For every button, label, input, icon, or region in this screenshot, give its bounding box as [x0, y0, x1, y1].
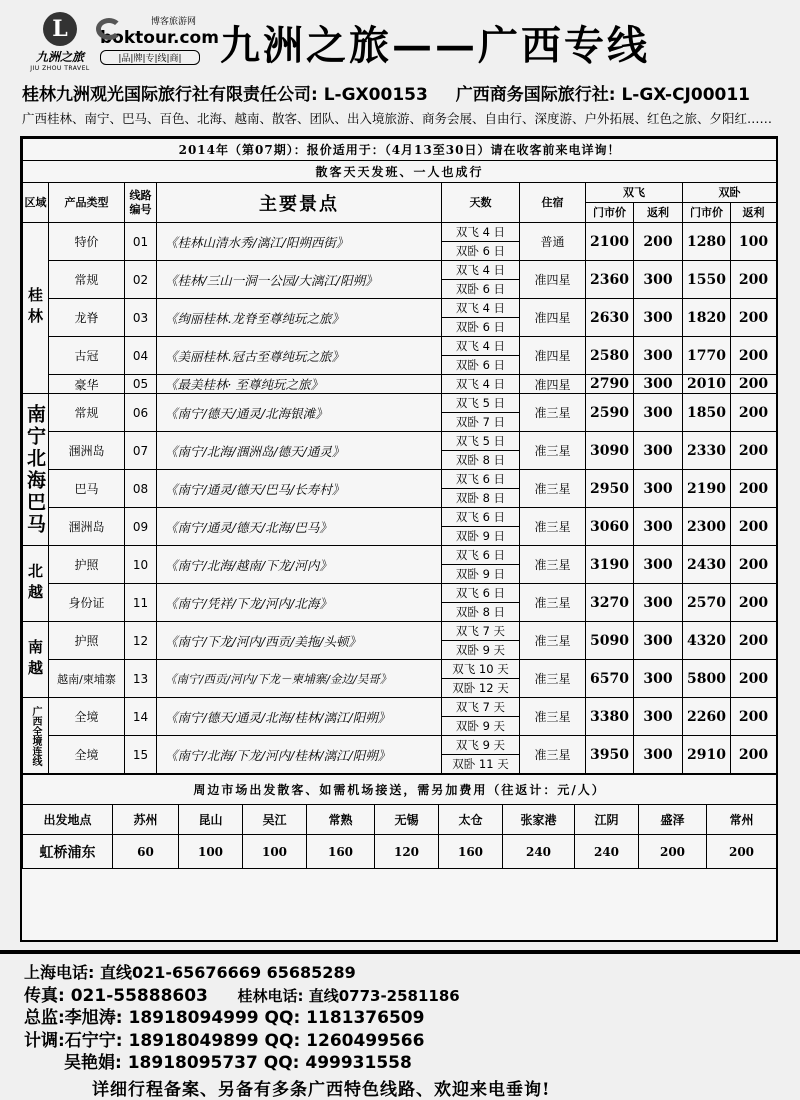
days-fly: 双飞 4 日 [442, 261, 520, 280]
route-sights: 《南宁/德天/通灵/北海/桂林/漓江/阳朔》 [157, 698, 442, 736]
surcharge-table [22, 774, 777, 869]
days-fly: 双飞 10 天 [442, 660, 520, 679]
fee-label: 虹桥浦东 [23, 835, 113, 869]
fly-retail-price: 2580 [586, 337, 634, 375]
sleeper-rebate: 200 [731, 394, 777, 432]
sleeper-rebate: 200 [731, 736, 777, 774]
fly-retail-price: 2630 [586, 299, 634, 337]
fly-rebate: 300 [634, 660, 683, 698]
company-1: 桂林九洲观光国际旅行社有限责任公司: L-GX00153 [22, 85, 428, 105]
city-cell: 江阴 [575, 805, 639, 835]
route-sights: 《桂林/三山一洞一公园/大漓江/阳朔》 [157, 261, 442, 299]
route-sights: 《南宁/通灵/德天/北海/巴马》 [157, 508, 442, 546]
fly-rebate: 300 [634, 261, 683, 299]
route-sights: 《南宁/北海/涠洲岛/德天/通灵》 [157, 432, 442, 470]
days-sleeper: 双卧 8 日 [442, 451, 520, 470]
hotel-class: 准三星 [520, 394, 586, 432]
logo-en-text: JIU ZHOU TRAVEL [30, 65, 90, 72]
city-cell: 昆山 [179, 805, 243, 835]
days-sleeper: 双卧 9 天 [442, 641, 520, 660]
route-number: 08 [125, 470, 157, 508]
fly-rebate: 300 [634, 736, 683, 774]
hotel-class: 准四星 [520, 375, 586, 394]
route-number: 07 [125, 432, 157, 470]
city-cell: 常熟 [307, 805, 375, 835]
header-fly-retail: 门市价 [586, 203, 634, 223]
product-type: 全境 [49, 698, 125, 736]
sleeper-retail-price: 2190 [683, 470, 731, 508]
boktour-top: 博客旅游网 [150, 17, 196, 27]
fly-rebate: 300 [634, 622, 683, 660]
shanghai-phone[interactable]: 上海电话: 直线021-65676669 65685289 [24, 963, 356, 982]
fly-rebate: 300 [634, 508, 683, 546]
header-sleeper-rebate: 返利 [731, 203, 777, 223]
sleeper-rebate: 200 [731, 584, 777, 622]
sleeper-rebate: 200 [731, 546, 777, 584]
fly-retail-price: 6570 [586, 660, 634, 698]
days-fly: 双飞 4 日 [442, 337, 520, 356]
region-beiyue: 北越 [23, 546, 49, 622]
sleeper-retail-price: 2910 [683, 736, 731, 774]
logo-cn-text: 九洲之旅 [35, 50, 84, 64]
sleeper-retail-price: 2430 [683, 546, 731, 584]
city-cell: 苏州 [113, 805, 179, 835]
depart-label: 出发地点 [23, 805, 113, 835]
fly-retail-price: 5090 [586, 622, 634, 660]
product-type: 护照 [49, 622, 125, 660]
hotel-class: 准四星 [520, 261, 586, 299]
city-cell: 吴江 [243, 805, 307, 835]
route-number: 05 [125, 375, 157, 394]
fax-number[interactable]: 传真: 021-55888603 [24, 985, 208, 1006]
fly-rebate: 300 [634, 698, 683, 736]
fly-rebate: 300 [634, 432, 683, 470]
fax-guilin-line [24, 985, 784, 1008]
days-sleeper: 双卧 12 天 [442, 679, 520, 698]
city-cell: 盛泽 [639, 805, 707, 835]
fee-cell: 60 [113, 835, 179, 869]
product-type: 身份证 [49, 584, 125, 622]
route-number: 06 [125, 394, 157, 432]
fly-retail-price: 3270 [586, 584, 634, 622]
fly-retail-price: 3090 [586, 432, 634, 470]
fly-rebate: 300 [634, 375, 683, 394]
days-fly: 双飞 9 天 [442, 736, 520, 755]
sleeper-rebate: 200 [731, 432, 777, 470]
city-cell: 常州 [707, 805, 777, 835]
days-fly: 双飞 5 日 [442, 432, 520, 451]
fee-cell: 240 [575, 835, 639, 869]
route-sights: 《最美桂林· 至尊纯玩之旅》 [157, 375, 442, 394]
city-cell: 无锡 [375, 805, 439, 835]
product-type: 古冠 [49, 337, 125, 375]
hotel-class: 准三星 [520, 432, 586, 470]
sleeper-rebate: 200 [731, 337, 777, 375]
jiuzhou-logo[interactable] [30, 12, 90, 72]
route-sights: 《南宁/凭祥/下龙/河内/北海》 [157, 584, 442, 622]
route-number: 11 [125, 584, 157, 622]
hotel-class: 准四星 [520, 299, 586, 337]
days-fly: 双飞 6 日 [442, 546, 520, 565]
header-region: 区域 [23, 183, 49, 223]
days-sleeper: 双卧 11 天 [442, 755, 520, 774]
route-number: 09 [125, 508, 157, 546]
fly-retail-price: 3380 [586, 698, 634, 736]
hotel-class: 准三星 [520, 470, 586, 508]
price-table [22, 138, 777, 774]
header-product: 产品类型 [49, 183, 125, 223]
guilin-phone[interactable]: 桂林电话: 直线0773-2581186 [237, 986, 460, 1005]
route-sights: 《绚丽桂林.龙脊至尊纯玩之旅》 [157, 299, 442, 337]
sleeper-rebate: 200 [731, 698, 777, 736]
fee-cell: 100 [243, 835, 307, 869]
route-sights: 《美丽桂林.冠古至尊纯玩之旅》 [157, 337, 442, 375]
region-guilin: 桂林 [23, 223, 49, 394]
boktour-slogan: |品|牌|专|线|商| [100, 50, 200, 65]
product-type: 越南/柬埔寨 [49, 660, 125, 698]
route-number: 14 [125, 698, 157, 736]
sleeper-rebate: 100 [731, 223, 777, 261]
sleeper-retail-price: 2300 [683, 508, 731, 546]
fly-retail-price: 2950 [586, 470, 634, 508]
sleeper-retail-price: 4320 [683, 622, 731, 660]
planner-contact[interactable]: 计调:石宁宁: 18918049899 QQ: 1260499566 [24, 1030, 425, 1051]
product-type: 全境 [49, 736, 125, 774]
route-number: 02 [125, 261, 157, 299]
fly-rebate: 300 [634, 337, 683, 375]
fly-retail-price: 3060 [586, 508, 634, 546]
hotel-class: 准三星 [520, 736, 586, 774]
fee-cell: 200 [707, 835, 777, 869]
hotel-class: 准三星 [520, 546, 586, 584]
period-banner: 2014年（第07期）：报价适用于：（4月13至30日）请在收客前来电详询！ [23, 139, 777, 161]
route-sights: 《南宁/北海/下龙/河内/桂林/漓江/阳朔》 [157, 736, 442, 774]
days-sleeper: 双卧 6 日 [442, 318, 520, 337]
fly-retail-price: 2790 [586, 375, 634, 394]
sleeper-rebate: 200 [731, 660, 777, 698]
route-sights: 《桂林山清水秀/漓江/阳朔西街》 [157, 223, 442, 261]
fee-cell: 240 [503, 835, 575, 869]
days-sleeper: 双卧 9 日 [442, 527, 520, 546]
days-sleeper: 双卧 8 日 [442, 489, 520, 508]
days-sleeper: 双卧 6 日 [442, 242, 520, 261]
price-table-container [20, 136, 778, 942]
surcharge-title: 周边市场出发散客、如需机场接送，需另加费用（往返计：元/人） [23, 775, 777, 805]
sleeper-rebate: 200 [731, 299, 777, 337]
sleeper-rebate: 200 [731, 508, 777, 546]
company-2: 广西商务国际旅行社: L-GX-CJ00011 [455, 85, 751, 105]
fly-rebate: 300 [634, 584, 683, 622]
fee-cell: 160 [439, 835, 503, 869]
fly-rebate: 300 [634, 470, 683, 508]
hotel-class: 准三星 [520, 584, 586, 622]
days-sleeper: 双卧 7 日 [442, 413, 520, 432]
days-fly: 双飞 6 日 [442, 584, 520, 603]
hotel-class: 准三星 [520, 698, 586, 736]
product-type: 豪华 [49, 375, 125, 394]
header-sleeper-retail: 门市价 [683, 203, 731, 223]
sleeper-rebate: 200 [731, 261, 777, 299]
header-fly-rebate: 返利 [634, 203, 683, 223]
route-number: 13 [125, 660, 157, 698]
days-fly: 双飞 7 天 [442, 698, 520, 717]
fee-cell: 100 [179, 835, 243, 869]
sleeper-retail-price: 1820 [683, 299, 731, 337]
route-number: 03 [125, 299, 157, 337]
fly-rebate: 300 [634, 299, 683, 337]
product-type: 巴马 [49, 470, 125, 508]
region-nanyue: 南越 [23, 622, 49, 698]
product-type: 常规 [49, 261, 125, 299]
sleeper-retail-price: 2010 [683, 375, 731, 394]
hotel-class: 准四星 [520, 337, 586, 375]
header-double-fly: 双飞 [586, 183, 683, 203]
hotel-class: 普通 [520, 223, 586, 261]
services-line: 广西桂林、南宁、巴马、百色、北海、越南、散客、团队、出入境旅游、商务会展、自由行、深度游、户外拓展、红色之旅、夕阳红…… [22, 111, 773, 126]
divider [0, 950, 800, 954]
hotel-class: 准三星 [520, 622, 586, 660]
sleeper-rebate: 200 [731, 470, 777, 508]
fly-retail-price: 2100 [586, 223, 634, 261]
route-number: 04 [125, 337, 157, 375]
fly-rebate: 300 [634, 394, 683, 432]
sleeper-rebate: 200 [731, 622, 777, 660]
sleeper-retail-price: 1280 [683, 223, 731, 261]
fly-retail-price: 2360 [586, 261, 634, 299]
header-sights: 主要景点 [157, 183, 442, 223]
hotel-class: 准三星 [520, 508, 586, 546]
days-sleeper: 双卧 6 日 [442, 280, 520, 299]
days-sleeper: 双卧 6 日 [442, 356, 520, 375]
header-hotel: 住宿 [520, 183, 586, 223]
days-fly: 双飞 7 天 [442, 622, 520, 641]
sleeper-retail-price: 2260 [683, 698, 731, 736]
fly-retail-price: 3950 [586, 736, 634, 774]
daily-banner: 散客天天发班、一人也成行 [23, 161, 777, 183]
header [0, 0, 800, 78]
sleeper-retail-price: 1850 [683, 394, 731, 432]
hotel-class: 准三星 [520, 660, 586, 698]
fee-cell: 120 [375, 835, 439, 869]
page-title: 九洲之旅——广西专线 [220, 22, 650, 69]
route-number: 10 [125, 546, 157, 584]
route-number: 01 [125, 223, 157, 261]
product-type: 常规 [49, 394, 125, 432]
region-nanning: 南宁北海巴马 [23, 394, 49, 546]
contact-block [24, 962, 784, 1100]
sleeper-retail-price: 1770 [683, 337, 731, 375]
city-cell: 太仓 [439, 805, 503, 835]
product-type: 涠洲岛 [49, 508, 125, 546]
days-fly: 双飞 4 日 [442, 375, 520, 394]
fly-retail-price: 3190 [586, 546, 634, 584]
director-contact[interactable]: 总监:李旭涛: 18918094999 QQ: 1181376509 [24, 1008, 425, 1028]
fly-rebate: 300 [634, 546, 683, 584]
fee-cell: 200 [639, 835, 707, 869]
days-sleeper: 双卧 9 日 [442, 565, 520, 584]
days-sleeper: 双卧 8 日 [442, 603, 520, 622]
header-double-sleeper: 双卧 [683, 183, 777, 203]
days-sleeper: 双卧 9 天 [442, 717, 520, 736]
logo-mark: L [43, 12, 77, 46]
planner2-contact[interactable]: 吴艳娟: 18918095737 QQ: 499931558 [64, 1053, 412, 1073]
sleeper-retail-price: 2330 [683, 432, 731, 470]
days-fly: 双飞 4 日 [442, 223, 520, 242]
route-sights: 《南宁/德天/通灵/北海银滩》 [157, 394, 442, 432]
company-line [22, 80, 772, 105]
product-type: 护照 [49, 546, 125, 584]
header-route-no: 线路编号 [125, 183, 157, 223]
closing-note: 详细行程备案、另备有多条广西特色线路、欢迎来电垂询! [92, 1079, 551, 1100]
days-fly: 双飞 6 日 [442, 470, 520, 489]
boktour-logo[interactable] [100, 14, 219, 74]
header-days: 天数 [442, 183, 520, 223]
route-sights: 《南宁/西贡/河内/下龙－柬埔寨/金边/吴哥》 [157, 660, 442, 698]
region-guangxi: 广西全境连线 [23, 698, 49, 774]
sleeper-rebate: 200 [731, 375, 777, 394]
sleeper-retail-price: 1550 [683, 261, 731, 299]
route-sights: 《南宁/通灵/德天/巴马/长寿村》 [157, 470, 442, 508]
sleeper-retail-price: 5800 [683, 660, 731, 698]
route-sights: 《南宁/下龙/河内/西贡/美拖/头顿》 [157, 622, 442, 660]
route-number: 15 [125, 736, 157, 774]
days-fly: 双飞 6 日 [442, 508, 520, 527]
days-fly: 双飞 5 日 [442, 394, 520, 413]
product-type: 涠洲岛 [49, 432, 125, 470]
fly-retail-price: 2590 [586, 394, 634, 432]
product-type: 特价 [49, 223, 125, 261]
fly-rebate: 200 [634, 223, 683, 261]
boktour-domain: boktour.com [100, 28, 219, 48]
sleeper-retail-price: 2570 [683, 584, 731, 622]
fee-cell: 160 [307, 835, 375, 869]
route-sights: 《南宁/北海/越南/下龙/河内》 [157, 546, 442, 584]
product-type: 龙脊 [49, 299, 125, 337]
swirl-icon [96, 18, 122, 40]
city-cell: 张家港 [503, 805, 575, 835]
days-fly: 双飞 4 日 [442, 299, 520, 318]
route-number: 12 [125, 622, 157, 660]
